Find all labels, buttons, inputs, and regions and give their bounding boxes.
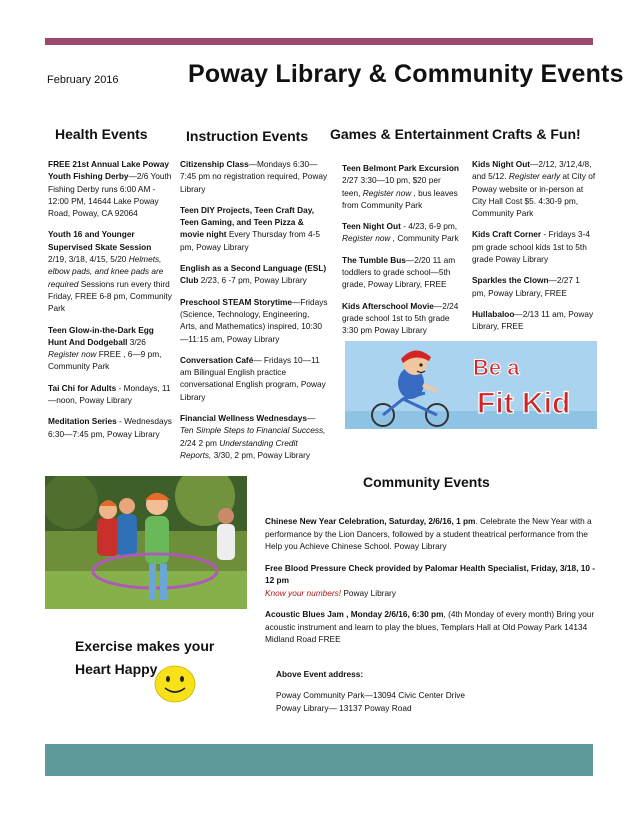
list-item: Kids Night Out—2/12, 3/12,4/8, and 5/12. Register early at City of Poway website or in-person at City Hall Cost $5. 4:30-9 pm, Community Park — [472, 159, 596, 219]
games-entertainment-heading: Games & Entertainment — [330, 126, 489, 142]
top-divider-bar — [45, 38, 593, 45]
list-item: English as a Second Language (ESL) Club 2/23, 6 -7 pm, Poway Library — [180, 263, 327, 286]
address-line: Poway Library— 13137 Poway Road — [276, 703, 412, 713]
fit-kid-illustration — [345, 341, 597, 429]
know-your-numbers-note: Know your numbers! — [265, 587, 342, 598]
list-item: Teen Glow-in-the-Dark Egg Hunt And Dodgeball 3/26 Register now FREE , 6—9 pm, Community Park — [48, 324, 162, 372]
list-item: The Tumble Bus—2/20 11 am toddlers to grade school—5th grade, Poway Library, FREE — [342, 254, 456, 290]
community-events-list — [265, 515, 595, 655]
list-item: Tai Chi for Adults - Mondays, 11—noon, Poway Library — [48, 382, 171, 406]
list-item: Citizenship Class—Mondays 6:30—7:45 pm no registration required, Poway Library — [180, 159, 328, 194]
address-block — [276, 689, 465, 715]
list-item: Meditation Series - Wednesdays 6:30—7:45 pm, Poway Library — [48, 416, 172, 439]
newsletter-date: February 2016 — [47, 74, 119, 86]
smiley-face-icon — [154, 665, 196, 703]
list-item: Kids Craft Corner - Fridays 3-4 pm grade school kids 1st to 5th grade Poway Library — [472, 229, 591, 265]
page-title: Poway Library & Community Events — [188, 60, 624, 88]
bottom-footer-bar — [45, 744, 593, 776]
list-item: Teen Belmont Park Excursion 2/27 3:30—10 pm, $20 per teen, Register now , bus leaves from Community Park — [342, 163, 459, 210]
list-item: Hullabaloo—2/13 11 am, Poway Library, FREE — [472, 308, 594, 332]
list-item: Kids Afterschool Movie—2/24 grade school 1st to 5th grade 3:30 pm Poway Library — [342, 300, 459, 336]
exercise-line1: Exercise makes your — [75, 638, 215, 654]
list-item: Teen DIY Projects, Teen Craft Day, Teen Gaming, and Teen Pizza & movie night Every Thursday from 4-5 pm, Poway Library — [180, 204, 321, 252]
list-item: Financial Wellness Wednesdays—Ten Simple Steps to Financial Success, 2/24 2 pm Understanding Credit Reports, 3/30, 2 pm, Poway Library — [180, 413, 326, 460]
kids-hula-hoop-photo — [45, 476, 247, 609]
exercise-line2: Heart Happy — [75, 661, 158, 677]
instruction-events-heading: Instruction Events — [186, 128, 309, 144]
list-item: FREE 21st Annual Lake Poway Youth Fishing Derby—2/6 Youth Fishing Derby runs 6:00 AM - 12:00 PM, 14644 Lake Poway Road, Poway, CA 92064 — [48, 159, 172, 219]
crafts-fun-heading: Crafts & Fun! — [492, 126, 581, 142]
address-line: Poway Community Park—13094 Civic Center Drive — [276, 690, 466, 700]
banner-line2: Fit Kid — [477, 387, 571, 420]
list-item: Conversation Café— Fridays 10—11 am Bilingual English practice conversational English program, Poway Library — [180, 354, 326, 402]
health-events-heading: Health Events — [55, 126, 148, 142]
list-item: Youth 16 and Younger Supervised Skate Session 2/19, 3/18, 4/15, 5/20 Helmets, elbow pads, and knee pads are required Sessions run every third Friday, FREE 6-8 pm, Community Park — [48, 229, 172, 314]
games-entertainment-column — [342, 162, 460, 346]
list-item: Teen Night Out - 4/23, 6-9 pm, Register now , Community Park — [342, 221, 459, 244]
instruction-events-column — [180, 158, 328, 470]
crafts-fun-column — [472, 158, 596, 342]
address-heading: Above Event address: — [276, 669, 364, 679]
community-event: Acoustic Blues Jam , Monday 2/6/16, 6:30 pm, (4th Monday of every month) Bring your acoustic instrument and learn to play the blues, Templars Hall at Old Poway Park 14134 Midland Road FREE — [265, 609, 595, 644]
kids-playing-illustration — [45, 476, 247, 609]
list-item: Sparkles the Clown—2/27 1 pm, Poway Library, FREE — [472, 275, 580, 298]
banner-line1: Be a — [473, 355, 520, 380]
community-events-heading: Community Events — [363, 474, 490, 490]
health-events-column — [48, 158, 172, 449]
community-event: Free Blood Pressure Check provided by Palomar Health Specialist, Friday, 3/18, 10 - 12 pm Know your numbers! Poway Library — [265, 562, 595, 598]
community-event: Chinese New Year Celebration, Saturday, 2/6/16, 1 pm. Celebrate the New Year with a performance by the Lion Dancers, followed by a student theatrical performance from the Help you Achieve Chinese School. Poway Library — [265, 516, 592, 551]
be-a-fit-kid-banner — [345, 341, 597, 429]
list-item: Preschool STEAM Storytime—Fridays (Science, Technology, Engineering, Arts, and Mathematics) inspired, 10:30—11:15 am, Poway Library — [180, 296, 328, 344]
